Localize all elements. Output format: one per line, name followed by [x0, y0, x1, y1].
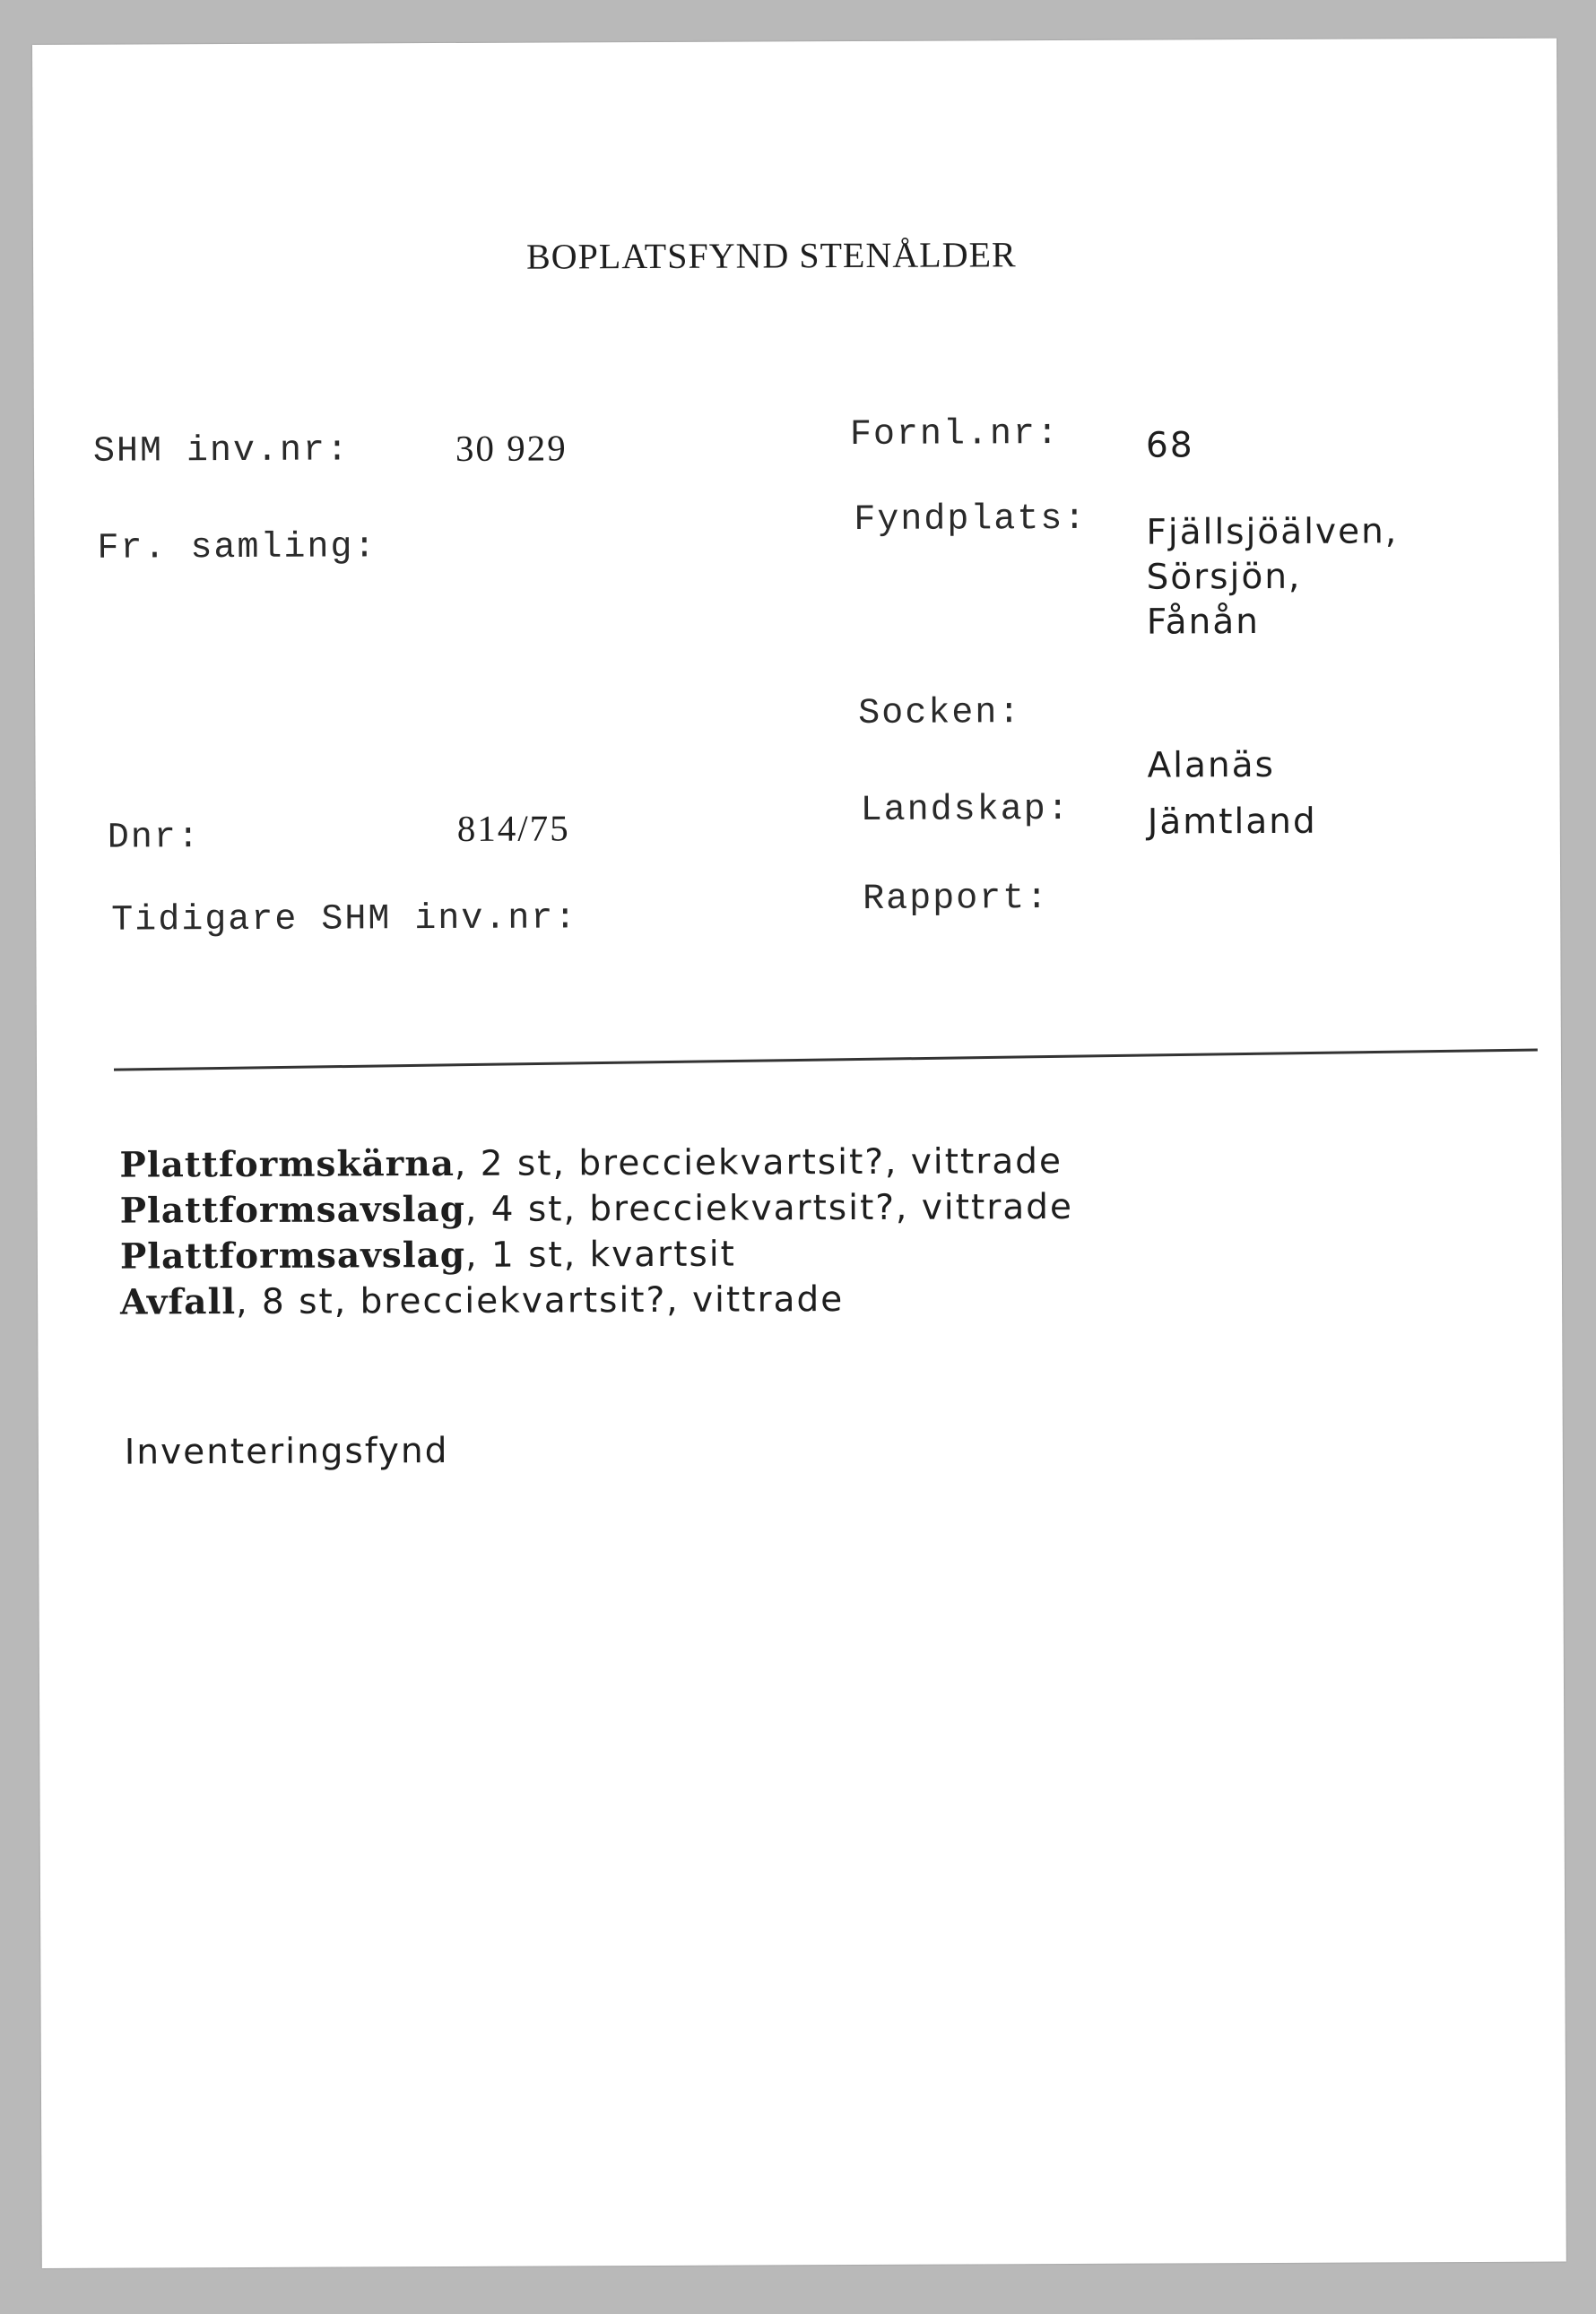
- find-item: [120, 1184, 1074, 1235]
- find-detail: , 2 st, brecciekvartsit?, vittrade: [454, 1140, 1063, 1184]
- find-name: Avfall: [120, 1281, 237, 1323]
- find-detail: , 8 st, brecciekvartsit?, vittrade: [236, 1279, 845, 1323]
- divider-line: [114, 1048, 1538, 1070]
- find-item: [120, 1276, 1074, 1326]
- dnr-value: 814/75: [456, 807, 570, 849]
- fr-samling-label: Fr. samling:: [97, 527, 377, 569]
- fornl-label: Fornl.nr:: [849, 414, 1061, 456]
- find-name: Plattformsavslag: [119, 1188, 466, 1232]
- socken-value: Alanäs: [1147, 744, 1275, 786]
- landskap-value: Jämtland: [1147, 801, 1317, 843]
- fyndplats-line-2: Sörsjön,: [1146, 556, 1302, 598]
- landskap-label: Landskap:: [860, 789, 1071, 831]
- fyndplats-line-1: Fjällsjöälven,: [1146, 511, 1399, 553]
- find-item: [120, 1230, 1074, 1280]
- fyndplats-line-3: Fånån: [1146, 602, 1261, 643]
- catalog-card: [32, 39, 1566, 2268]
- shm-inv-label: SHM inv.nr:: [92, 430, 351, 472]
- rapport-label: Rapport:: [863, 879, 1050, 920]
- find-name: Plattformskärna: [119, 1142, 455, 1186]
- find-detail: , 1 st, kvartsit: [465, 1234, 736, 1276]
- dnr-label: Dnr:: [107, 818, 201, 859]
- tidigare-shm-label: Tidigare SHM inv.nr:: [111, 898, 578, 941]
- shm-inv-value: 30 929: [455, 427, 568, 469]
- find-item: [119, 1139, 1073, 1189]
- socken-label: Socken:: [858, 693, 1022, 734]
- card-title: BOPLATSFYND STENÅLDER: [525, 234, 1017, 277]
- inventory-note: Inventeringsfynd: [124, 1430, 449, 1473]
- find-detail: , 4 st, brecciekvartsit?, vittrade: [464, 1186, 1074, 1230]
- fyndplats-label: Fyndplats:: [854, 498, 1088, 542]
- find-name: Plattformsavslag: [119, 1234, 466, 1278]
- fornl-value: 68: [1145, 425, 1194, 466]
- finds-list: [119, 1139, 1073, 1326]
